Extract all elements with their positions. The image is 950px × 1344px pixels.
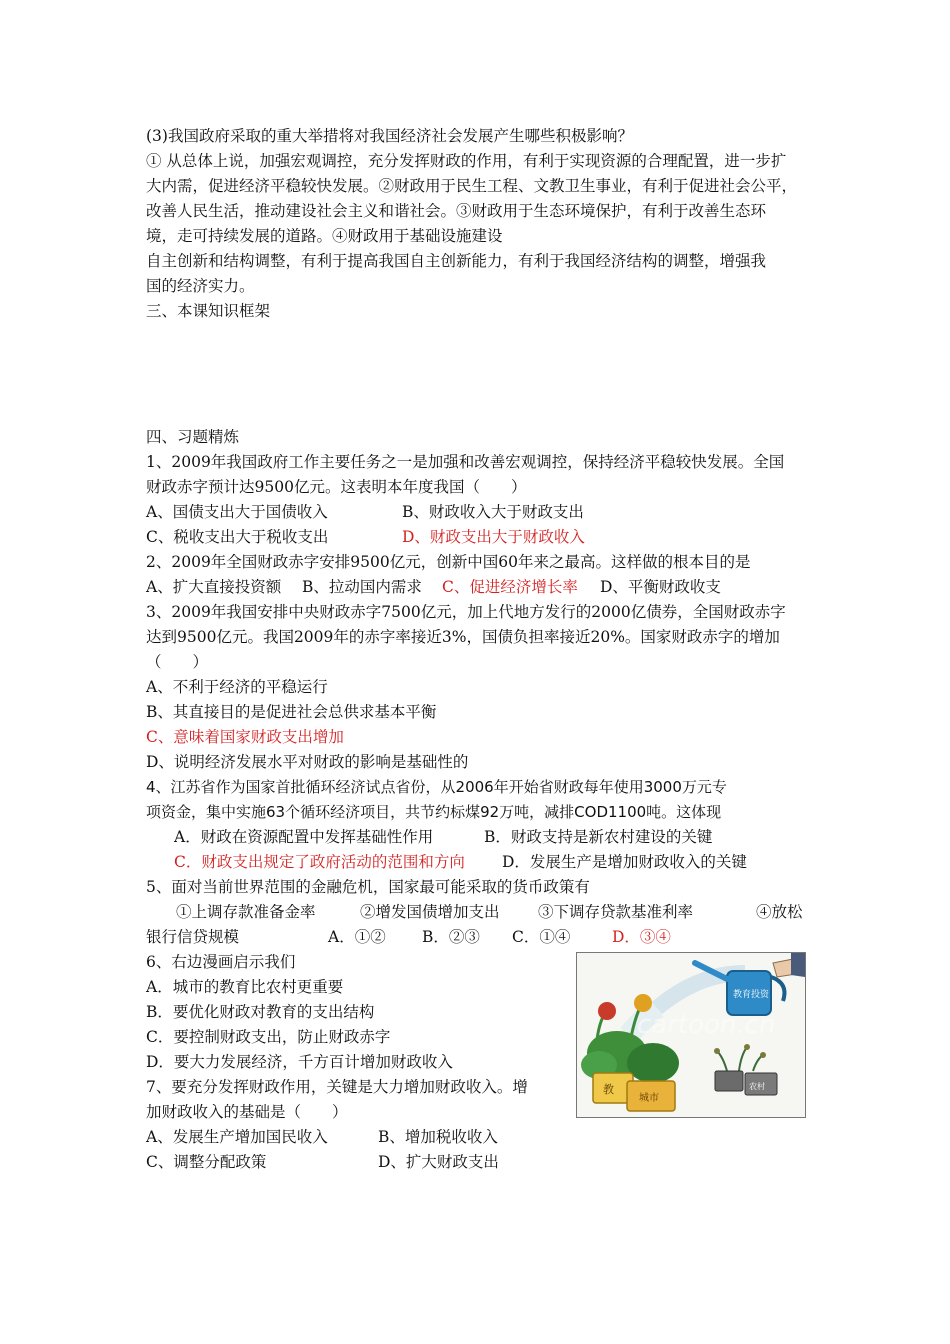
q5-option-a: A．①②	[328, 928, 386, 946]
q5-stem: 5、面对当前世界范围的金融危机，国家最可能采取的货币政策有	[146, 878, 590, 896]
part3-answer-line-1: ① 从总体上说，加强宏观调控，充分发挥财政的作用，有利于实现资源的合理配置，进一步扩	[146, 152, 787, 170]
pot-label-rural: 农村	[749, 1082, 765, 1091]
q5-option-c: C．①④	[512, 928, 571, 946]
q5-option-d: D．③④	[612, 928, 671, 946]
pot-label-education: 教	[603, 1083, 614, 1096]
q1-option-b: B、财政收入大于财政支出	[402, 503, 584, 521]
cartoon-drawing	[577, 953, 805, 1117]
q5-item-1: ①上调存款准备金率	[176, 903, 316, 921]
q7-option-d: D、扩大财政支出	[378, 1153, 499, 1171]
q3-stem-line-1: 3、2009年我国安排中央财政赤字7500亿元，加上代地方发行的2000亿债券，全国财政赤字	[146, 603, 786, 621]
q5-option-b: B．②③	[422, 928, 480, 946]
q7-stem-line-2: 加财政收入的基础是（ ）	[146, 1103, 348, 1121]
cartoon-illustration	[576, 952, 806, 1118]
q7-option-c: C、调整分配政策	[146, 1153, 267, 1171]
part3-answer-line-4: 境，走可持续发展的道路。④财政用于基础设施建设	[146, 227, 503, 245]
q4-stem-line-1: 4、江苏省作为国家首批循环经济试点省份，从2006年开始省财政每年使用3000万元专	[146, 778, 727, 796]
part3-answer-line-2: 大内需，促进经济平稳较快发展。②财政用于民生工程、文教卫生事业，有利于促进社会公平，	[146, 177, 798, 195]
q5-item-4: ④放松	[756, 903, 803, 921]
q4-option-a: A．财政在资源配置中发挥基础性作用	[174, 828, 434, 846]
section3-heading: 三、本课知识框架	[146, 302, 271, 320]
q3-option-b: B、其直接目的是促进社会总供求基本平衡	[146, 703, 437, 721]
pot-label-city: 城市	[639, 1093, 659, 1104]
part3-question: (3)我国政府采取的重大举措将对我国经济社会发展产生哪些积极影响？	[146, 127, 633, 145]
q2-option-d: D、平衡财政收支	[600, 578, 721, 596]
q3-stem-line-2: 达到9500亿元。我国2009年的赤字率接近3%，国债负担率接近20%。国家财政赤字的增加	[146, 628, 780, 646]
q1-option-a: A、国债支出大于国债收入	[146, 503, 328, 521]
q1-stem-line-1: 1、2009年我国政府工作主要任务之一是加强和改善宏观调控，保持经济平稳较快发展。全国	[146, 453, 785, 471]
q4-option-d: D．发展生产是增加财政收入的关键	[502, 853, 747, 871]
q6-option-a: A．城市的教育比农村更重要	[146, 978, 344, 996]
q3-stem-line-3: （ ）	[146, 653, 209, 671]
cartoon-watermark: cartoon.cn	[637, 1010, 776, 1040]
q4-stem-line-2: 项资金，集中实施63个循环经济项目，共节约标煤92万吨，减排COD1100吨。这体现	[146, 803, 722, 821]
q5-item-3: ③下调存贷款基准利率	[538, 903, 694, 921]
q2-stem: 2、2009年全国财政赤字安排9500亿元，创新中国60年来之最高。这样做的根本目的是	[146, 553, 751, 571]
q2-option-a: A、扩大直接投资额	[146, 578, 282, 596]
part3-answer-line-5: 自主创新和结构调整，有利于提高我国自主创新能力，有利于我国经济结构的调整，增强我	[146, 252, 767, 270]
part3-answer-line-3: 改善人民生活，推动建设社会主义和谐社会。③财政用于生态环境保护，有利于改善生态环	[146, 202, 767, 220]
q6-option-c: C．要控制财政支出，防止财政赤字	[146, 1028, 391, 1046]
q4-option-b: B．财政支持是新农村建设的关键	[484, 828, 713, 846]
q3-option-c: C、意味着国家财政支出增加	[146, 728, 344, 746]
section4-heading: 四、习题精炼	[146, 428, 240, 446]
q7-stem-line-1: 7、要充分发挥财政作用，关键是大力增加财政收入。增	[146, 1078, 528, 1096]
q1-stem-line-2: 财政赤字预计达9500亿元。这表明本年度我国（ ）	[146, 478, 527, 496]
q6-option-d: D．要大力发展经济，千方百计增加财政收入	[146, 1053, 453, 1071]
q2-option-b: B、拉动国内需求	[302, 578, 422, 596]
q7-option-b: B、增加税收收入	[378, 1128, 498, 1146]
q7-option-a: A、发展生产增加国民收入	[146, 1128, 328, 1146]
q4-option-c: C．财政支出规定了政府活动的范围和方向	[174, 853, 465, 871]
q3-option-d: D、说明经济发展水平对财政的影响是基础性的	[146, 753, 469, 771]
q5-item-2: ②增发国债增加支出	[360, 903, 500, 921]
q3-option-a: A、不利于经济的平稳运行	[146, 678, 328, 696]
q5-line-2: 银行信贷规模	[146, 928, 240, 946]
can-label: 教育投资	[733, 990, 770, 1000]
part3-answer-line-6: 国的经济实力。	[146, 277, 255, 295]
q1-option-c: C、税收支出大于税收支出	[146, 528, 329, 546]
q1-option-d: D、财政支出大于财政收入	[402, 528, 585, 546]
q6-option-b: B．要优化财政对教育的支出结构	[146, 1003, 375, 1021]
q2-option-c: C、促进经济增长率	[442, 578, 578, 596]
q6-stem: 6、右边漫画启示我们	[146, 953, 296, 971]
